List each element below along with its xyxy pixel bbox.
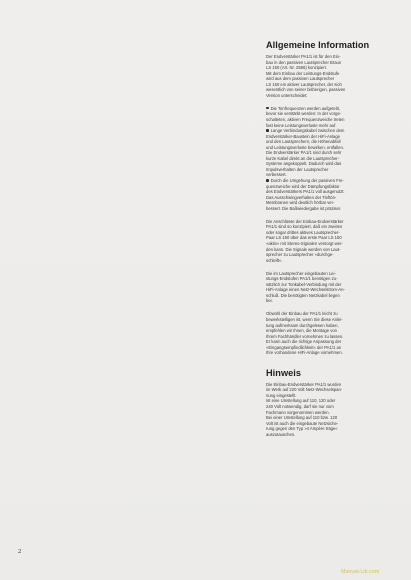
text-line: Mit dem Einbau der Leistungs-Endstufe: [266, 70, 340, 76]
text-line: und den Lautsprechern, die Höhenabfall: [266, 139, 341, 145]
text-line: sätzlich zur Tonkabel-Verbindung mit der: [266, 281, 342, 287]
text-line: im Werk auf 220 Volt Netz-Wechselspan-: [266, 387, 343, 393]
text-line: den kann. Die Signale werden von Laut-: [266, 246, 341, 252]
text-line: Impulsverhalten der Lautsprecher: [266, 166, 329, 172]
text-line: Er kann auch die richtige Anpassung der: [266, 339, 342, 345]
section-heading: Allgemeine Information: [266, 40, 370, 50]
text-line: Obwohl der Einbau der PA1/1 leicht zu: [266, 311, 338, 317]
text-line: 240 Volt notwendig, darf sie nur vom: [266, 403, 334, 409]
text-line: bessert. Die Baßwiedergabe ist präziser.: [266, 205, 342, 211]
paragraph: [266, 271, 400, 304]
text-line: Der Endverstärker PA1/1 ist für den Ein-: [266, 54, 341, 59]
text-line: bau in den passiven Lautsprecher Braun: [266, 59, 342, 65]
bullet-line: [266, 128, 400, 134]
text-line: fast keine Leistungsverluste mehr auf.: [266, 122, 337, 128]
paragraph: [266, 54, 400, 98]
text-line: empfehlen wir Ihnen, die Montage von: [266, 328, 337, 334]
text-line: Systeme angekoppelt. Dadurch wird das: [266, 161, 342, 167]
text-line: bei.: [266, 298, 273, 304]
text-line: Paar LS 150 über das erste Paar LS 150: [266, 235, 342, 241]
page-number: 2: [18, 548, 22, 555]
text-line: schleift«.: [266, 257, 283, 263]
text-line: Version unterscheidet:: [266, 92, 308, 98]
text-line: schluß. Die benötigten Netzkabel liegen: [266, 292, 340, 298]
text-line: Die Einbau-Endverstärker PA1/1 wurden: [266, 381, 342, 387]
text-line: wesentlich von seiner bisherigen, passiven: [266, 87, 346, 93]
text-line: verbessert.: [266, 172, 287, 178]
text-line: nung eingestellt.: [266, 392, 297, 398]
bullet-icon: [266, 179, 269, 182]
paragraph: [266, 311, 400, 355]
text-line: stungs-Endstufen PA1/1 benötigen zu-: [266, 276, 338, 282]
text-line: Lange Verbindungskabel zwischen dem: [270, 128, 345, 134]
text-line: Ihre vorhandene HiFi-Anlage vornehmen.: [266, 350, 343, 356]
text-line: Ist eine Umstellung auf 110, 120 oder: [266, 398, 336, 404]
section-heading: Hinweis: [266, 367, 302, 378]
text-line: Durch die Umgehung der passiven Fre-: [270, 177, 344, 183]
text-line: Bei einer Umstellung auf 110 bzw. 120: [266, 415, 338, 421]
text-line: HiFi-Anlage einen Netz-Wechselstrom-An-: [266, 287, 345, 293]
text-line: Volt ist auch die eingebaute Netzsiche-: [266, 420, 339, 426]
text-line: LS 150 ein aktiver Lautsprecher, der sich: [266, 81, 342, 87]
text-line: auszutauschen.: [266, 431, 296, 437]
bullet-icon: [266, 129, 269, 132]
bullet-line: [266, 178, 400, 184]
text-line: bewerkstelligen ist, wenn Sie diese Anlei-: [266, 316, 343, 322]
text-line: des Endverstärkers PA1/1 voll ausgenutzt:: [266, 189, 345, 195]
text-line: PA1/1 sind so konzipiert, daß ein zweites: [266, 224, 343, 230]
text-line: Fachmann vorgenommen werden.: [266, 409, 330, 415]
text-line: LS 150 (Art. Nr. 2586) konzipiert.: [266, 65, 327, 71]
text-line: »aktiv« mit Stereo-Signalen versorgt wer-: [266, 240, 343, 246]
text-line: wird aus dem passiven Lautsprecher: [266, 76, 335, 82]
watermark: Manual-Lib.com: [341, 569, 380, 575]
text-line: oder sogar drittes aktives Lautsprecher-: [266, 229, 340, 235]
paragraph: [266, 219, 400, 263]
text-line: Die im Lautsprecher eingebauten Lei-: [266, 270, 336, 276]
text-line: kurze Kabel direkt an die Lautsprecher-: [266, 155, 340, 161]
paragraph: [266, 382, 400, 437]
text-line: Membranen wird deutlich hörbar ver-: [266, 200, 335, 206]
text-line: bevor sie verstärkt werden: In der vorge-: [266, 111, 342, 117]
text-line: sprecher zu Lautsprecher »durchge-: [266, 252, 334, 258]
text-column: [266, 40, 400, 445]
bullet-icon: [266, 107, 269, 110]
text-line: Die Anschlüsse der Einbau-Endverstärker: [266, 218, 344, 224]
text-line: Die Endverstärker PA1/1 sind durch sehr: [266, 150, 342, 156]
text-line: quenzweiche wird der Dämpfungsfaktor: [266, 183, 340, 189]
text-line: Endverstärker-Baustein der HiFi-Anlage: [266, 133, 341, 139]
text-line: tung aufmerksam durchgelesen haben,: [266, 322, 339, 328]
text-line: rung gegen den Typ »4 Ampère träge«: [266, 426, 338, 432]
bullet-line: [266, 106, 400, 112]
text-line: schalteten, aktiven Frequenzweiche treten: [266, 116, 345, 122]
text-line: Die Tonfrequenzen werden aufgeteilt,: [270, 105, 340, 111]
paragraph: [266, 106, 400, 211]
text-line: und Leistungsverluste bewirken, entfallen.: [266, 144, 344, 150]
text-line: Ihrem Fachhändler vornehmen zu lassen.: [266, 333, 344, 339]
text-line: »Eingangsempfindlichkeit« der PA1/1 an: [266, 344, 342, 350]
text-line: Das Ausschwingverhalten der Tieftön-: [266, 194, 337, 200]
